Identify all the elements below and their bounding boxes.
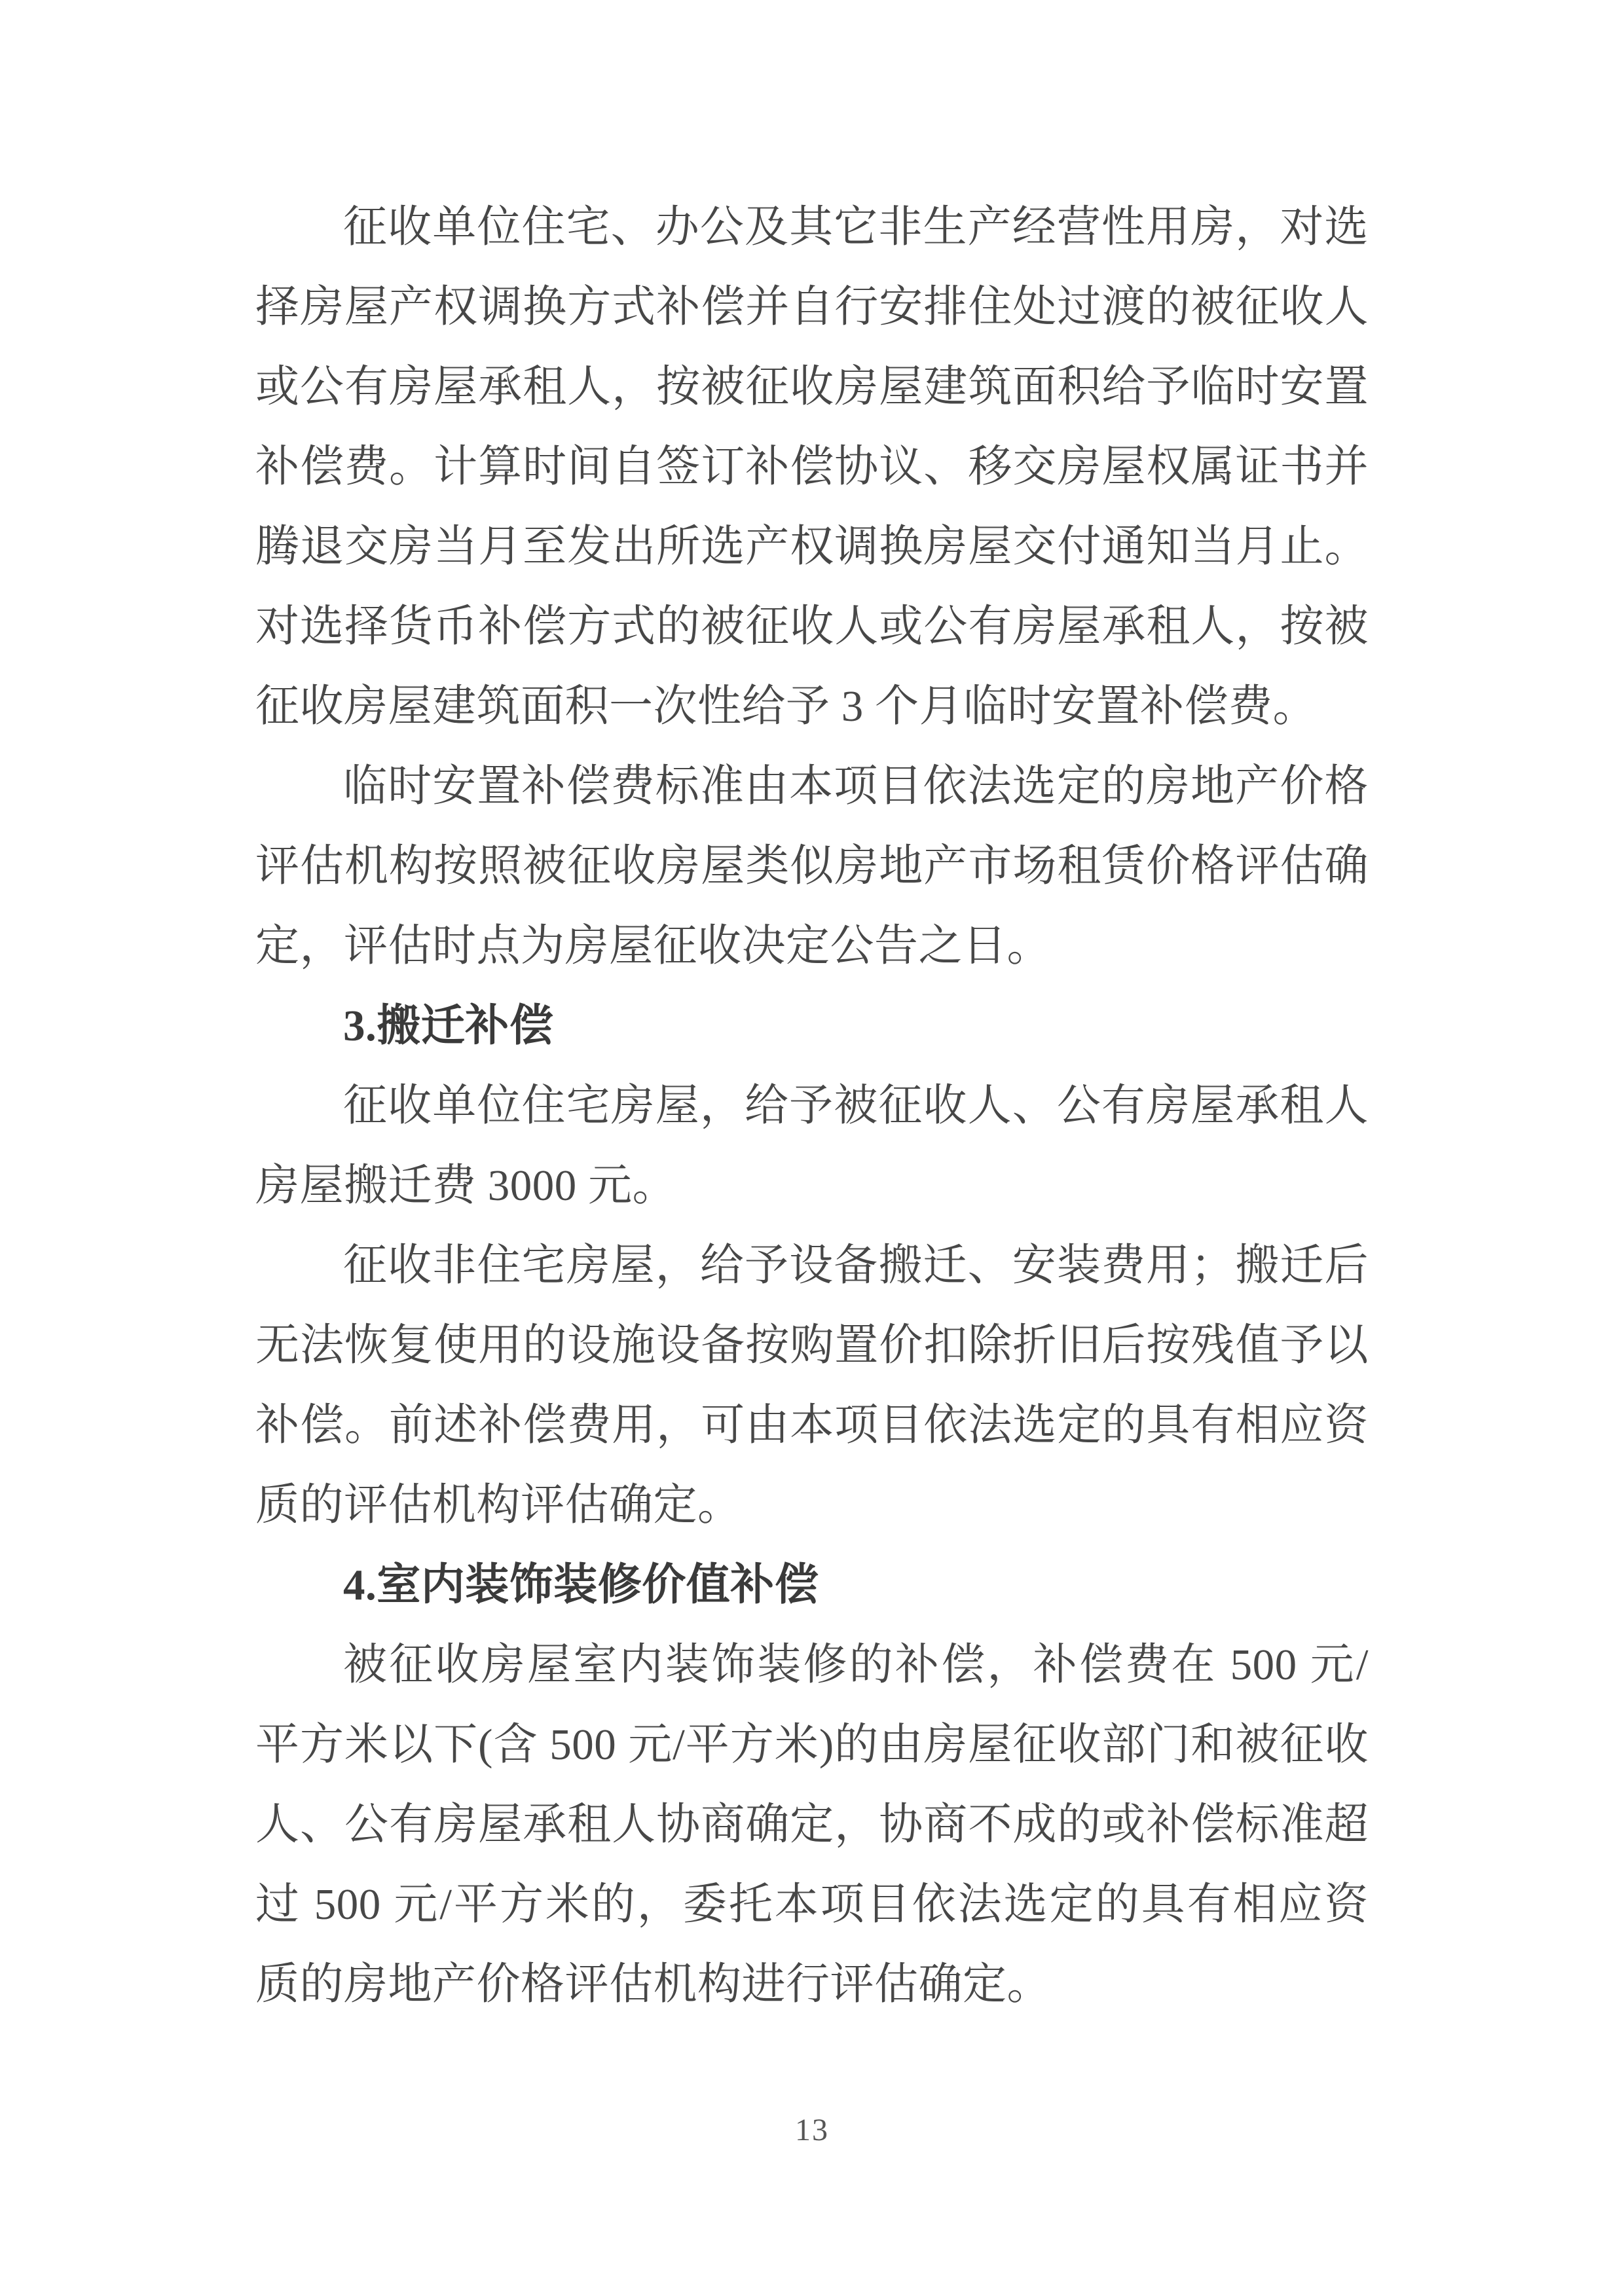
paragraph-residential-relocation-fee: 征收单位住宅房屋，给予被征收人、公有房屋承租人房屋搬迁费 3000 元。 <box>255 1082 1369 1210</box>
page-number: 13 <box>795 2113 829 2147</box>
paragraph-non-residential-relocation-fee: 征收非住宅房屋，给予设备搬迁、安装费用；搬迁后无法恢复使用的设施设备按购置价扣除折旧后按残值予以补偿。前述补偿费用，可由本项目依法选定的具有相应资质的评估机构评估确定。 <box>255 1241 1369 1529</box>
paragraph-interior-decoration-compensation-detail: 被征收房屋室内装饰装修的补偿，补偿费在 500 元/平方米以下(含 500 元/平方米)的由房屋征收部门和被征收人、公有房屋承租人协商确定，协商不成的或补偿标准超过 500 元/平方米的，委托本项目依法选定的具有相应资质的房地产价格评估机构进行评估确定。 <box>255 1641 1369 2009</box>
paragraph-temporary-resettlement-standard: 临时安置补偿费标准由本项目依法选定的房地产价格评估机构按照被征收房屋类似房地产市场租赁价格评估确定，评估时点为房屋征收决定公告之日。 <box>255 762 1369 970</box>
document-body <box>255 187 1369 2024</box>
paragraph-temporary-resettlement-policy: 征收单位住宅、办公及其它非生产经营性用房，对选择房屋产权调换方式补偿并自行安排住处过渡的被征收人或公有房屋承租人，按被征收房屋建筑面积给予临时安置补偿费。计算时间自签订补偿协议、移交房屋权属证书并腾退交房当月至发出所选产权调换房屋交付通知当月止。对选择货币补偿方式的被征收人或公有房屋承租人，按被征收房屋建筑面积一次性给予 3 个月临时安置补偿费。 <box>255 203 1369 731</box>
heading-interior-decoration-compensation: 4.室内装饰装修价值补偿 <box>343 1561 819 1609</box>
heading-relocation-compensation: 3.搬迁补偿 <box>343 1002 554 1050</box>
